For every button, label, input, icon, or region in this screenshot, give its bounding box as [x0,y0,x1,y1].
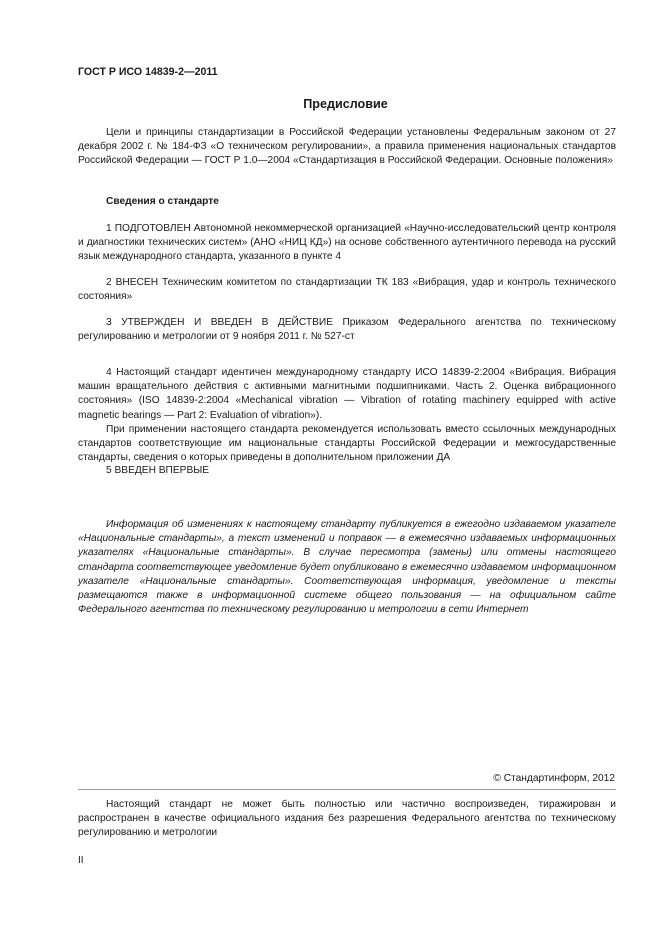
page-title: Предисловие [303,97,388,111]
item-4-note-paragraph: При применении настоящего стандарта рекомендуется использовать вместо ссылочных международных стандартов соответствующие им национальные стандарты Российской Федерации и межгосударственные стандарты, сведения о которых приведены в дополнительном приложении ДА [78,424,616,464]
document-header: ГОСТ Р ИСО 14839-2—2011 [78,66,218,78]
divider [78,789,616,790]
notice-paragraph: Информация об изменениях к настоящему стандарту публикуется в ежегодно издаваемом указателе «Национальные стандарты», а текст изменений и поправок — в ежемесячно издаваемых информационных указателях «Национальные стандарты». В случае пересмотра (замены) или отмены настоящего стандарта соответствующее уведомление будет опубликовано в ежемесячно издаваемом информационном указателе «Национальные стандарты». Соответствующая информация, уведомление и тексты размещаются также в информационной системе общего пользования — на официальном сайте Федерального агентства по техническому регулированию и метрологии в сети Интернет [78,519,616,616]
item-1-paragraph: 1 ПОДГОТОВЛЕН Автономной некоммерческой организацией «Научно-исследовательский центр контроля и диагностики технических систем» (АНО «НИЦ КД») на основе собственного аутентичного перевода на русский язык международного стандарта, указанного в пункте 4 [78,223,616,263]
item-3-paragraph: 3 УТВЕРЖДЕН И ВВЕДЕН В ДЕЙСТВИЕ Приказом Федерального агентства по техническому регулированию и метрологии от 9 ноября 2011 г. № 527-ст [78,317,616,343]
footer-paragraph: Настоящий стандарт не может быть полностью или частично воспроизведен, тиражирован и распространен в качестве официального издания без разрешения Федерального агентства по техническому регулированию и метрологии [78,799,616,839]
copyright-line: © Стандартинформ, 2012 [493,773,615,784]
item-5-paragraph: 5 ВВЕДЕН ВПЕРВЫЕ [106,465,210,476]
intro-paragraph: Цели и принципы стандартизации в Российской Федерации установлены Федеральным законом от 27 декабря 2002 г. № 184-ФЗ «О техническом регулировании», а правила применения национальных стандартов Российской Федерации — ГОСТ Р 1.0—2004 «Стандартизация в Российской Федерации. Основные положения» [78,127,616,167]
item-4-paragraph: 4 Настоящий стандарт идентичен международному стандарту ИСО 14839-2:2004 «Вибрация. Вибрация машин вращательного действия с активными магнитными подшипниками. Часть 2. Оценка вибрационного состояния» (ISO 14839-2:2004 «Mechanical vibration — Vibration of rotating machinery equipped with active magnetic bearings — Part 2: Evaluation of vibration»). [78,367,616,421]
section-heading: Сведения о стандарте [106,196,219,207]
item-2-paragraph: 2 ВНЕСЕН Техническим комитетом по стандартизации ТК 183 «Вибрация, удар и контроль технического состояния» [78,277,616,303]
page-number: II [78,855,84,866]
